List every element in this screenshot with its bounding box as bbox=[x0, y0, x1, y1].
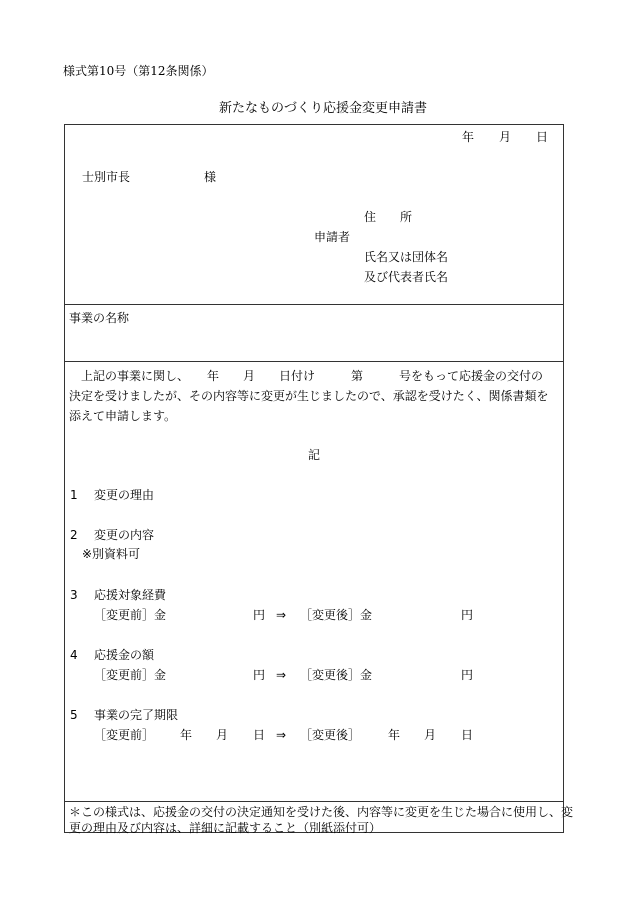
footnote-line-2: 更の理由及び内容は、詳細に記載すること（別紙添付可） bbox=[69, 821, 382, 835]
form-number: 様式第10号（第12条関係） bbox=[63, 64, 214, 78]
item3-label: 応援対象経費 bbox=[94, 588, 167, 602]
item4-after: ［変更後］金 bbox=[300, 668, 373, 682]
item3-after: ［変更後］金 bbox=[300, 608, 373, 622]
address-label: 住 所 bbox=[364, 210, 413, 224]
item4-label: 応援金の額 bbox=[94, 648, 155, 662]
date-year: 年 bbox=[462, 130, 475, 144]
item1-label: 変更の理由 bbox=[94, 488, 155, 502]
item5-year-after: 年 bbox=[388, 728, 401, 742]
item5-before: ［変更前］ bbox=[94, 728, 155, 742]
item5-month-after: 月 bbox=[424, 728, 437, 742]
divider-applicant bbox=[64, 304, 564, 305]
item4-yen-before: 円 bbox=[253, 668, 266, 682]
item3-arrow: ⇒ bbox=[276, 608, 287, 622]
ki-heading: 記 bbox=[308, 448, 321, 462]
item3-before: ［変更前］金 bbox=[94, 608, 167, 622]
applicant-label: 申請者 bbox=[314, 230, 351, 244]
item3-number: 3 bbox=[70, 588, 78, 602]
item5-day-before: 日 bbox=[253, 728, 266, 742]
divider-project-name bbox=[64, 361, 564, 362]
item5-after: ［変更後］ bbox=[300, 728, 361, 742]
item2-number: 2 bbox=[70, 528, 78, 542]
item5-number: 5 bbox=[70, 708, 78, 722]
item5-label: 事業の完了期限 bbox=[94, 708, 179, 722]
item3-yen-before: 円 bbox=[253, 608, 266, 622]
item4-number: 4 bbox=[70, 648, 78, 662]
footnote-line-1: ＊この様式は、応援金の交付の決定通知を受けた後、内容等に変更を生じた場合に使用し、変 bbox=[69, 805, 574, 819]
item4-before: ［変更前］金 bbox=[94, 668, 167, 682]
divider-footnote bbox=[64, 801, 564, 802]
item4-arrow: ⇒ bbox=[276, 668, 287, 682]
item3-yen-after: 円 bbox=[461, 608, 474, 622]
body-line-2: 決定を受けましたが、その内容等に変更が生じましたので、承認を受けたく、関係書類を bbox=[69, 389, 549, 403]
item2-note: ※別資料可 bbox=[82, 547, 141, 561]
item2-label: 変更の内容 bbox=[94, 528, 155, 542]
addressee-name: 士別市長 bbox=[82, 170, 131, 184]
addressee-honorific: 様 bbox=[204, 170, 217, 184]
item5-year-before: 年 bbox=[180, 728, 193, 742]
item5-month-before: 月 bbox=[216, 728, 229, 742]
item4-yen-after: 円 bbox=[461, 668, 474, 682]
name-label-2: 及び代表者氏名 bbox=[364, 270, 449, 284]
project-name-label: 事業の名称 bbox=[69, 311, 130, 325]
body-line-1: 上記の事業に関し、 年 月 日付け 第 号をもって応援金の交付の bbox=[81, 369, 544, 383]
name-label-1: 氏名又は団体名 bbox=[364, 250, 449, 264]
item1-number: 1 bbox=[70, 488, 78, 502]
date-day: 日 bbox=[536, 130, 549, 144]
body-line-3: 添えて申請します。 bbox=[69, 409, 177, 423]
item5-arrow: ⇒ bbox=[276, 728, 287, 742]
form-title: 新たなものづくり応援金変更申請書 bbox=[219, 101, 428, 116]
item5-day-after: 日 bbox=[461, 728, 474, 742]
date-month: 月 bbox=[499, 130, 512, 144]
